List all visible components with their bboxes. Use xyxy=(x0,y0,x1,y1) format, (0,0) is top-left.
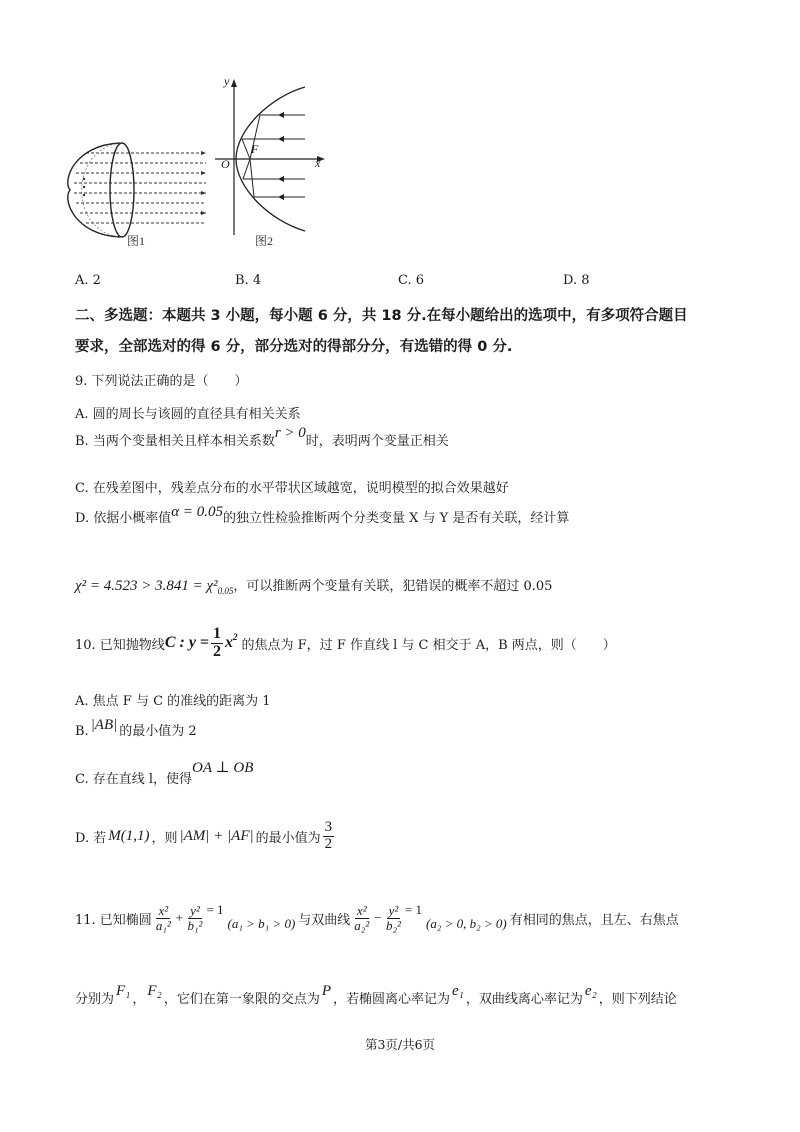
q10-option-b-math: |AB| xyxy=(90,717,118,733)
q9-option-a: A. 圆的周长与该圆的直径具有相关关系 xyxy=(75,407,301,422)
q11-line2-mid2: ，若椭圆离心率记为 xyxy=(333,992,451,1007)
q10-option-a: A. 焦点 F 与 C 的准线的距离为 1 xyxy=(75,694,271,709)
q9-option-d-line2 xyxy=(75,575,552,596)
q9-option-c: C. 在残差图中，残差点分布的水平带状区域越宽，说明模型的拟合效果越好 xyxy=(75,481,509,496)
q11-hyperbola-a: a₂² xyxy=(354,917,370,933)
q9-option-d-math: α = 0.05 xyxy=(171,504,223,520)
q11-hyperbola-y-frac xyxy=(384,904,403,932)
figure-1-paraboloid xyxy=(60,135,210,245)
q11-f2: F₂ xyxy=(147,983,162,999)
q9-option-b xyxy=(75,425,449,450)
q10-eq-den: 2 xyxy=(213,642,222,660)
q9-option-b-math: r > 0 xyxy=(274,425,306,441)
figure-2-caption: 图2 xyxy=(255,234,274,248)
q10-eq-num: 1 xyxy=(213,625,222,642)
q11-hyperbola-b: b₂² xyxy=(386,917,401,933)
q10-stem xyxy=(75,626,616,661)
fig2-origin-label: O xyxy=(221,157,230,171)
q11-ellipse-b: b₁² xyxy=(187,917,203,933)
q10-option-c xyxy=(75,760,254,788)
q11-line2-mid: ，它们在第一象限的交点为 xyxy=(163,992,320,1007)
q8-option-d: D. 8 xyxy=(563,273,590,288)
q11-hyperbola-tail: = 1 xyxy=(404,902,423,918)
q8-option-c: C. 6 xyxy=(398,273,425,288)
q9-option-b-pre: B. 当两个变量相关且样本相关系数 xyxy=(75,434,275,449)
q10-option-d-post: 的最小值为 xyxy=(255,830,321,846)
q11-ellipse-eq: $\frac{\text{x²}}{\text{a₁²}}$ + $\frac{\text{y²}}{\text{b₁²}}$ = 1 (a₁ > b₁ > 0) xyxy=(155,902,296,933)
q10-option-b xyxy=(75,717,197,740)
section-header-line2: 要求，全部选对的得 6 分，部分选对的得部分分，有选错的得 0 分. xyxy=(75,339,513,355)
q11-line2 xyxy=(75,983,677,1008)
q9-option-d-pre: D. 依据小概率值 xyxy=(75,511,172,526)
q10-option-d-den: 2 xyxy=(324,835,333,852)
fig2-x-label: x xyxy=(315,156,321,170)
q10-option-d-fraction xyxy=(323,820,335,853)
q9-chi-square-expr: χ² = 4.523 > 3.841 = χ² xyxy=(75,578,218,594)
q11-sep: ， xyxy=(132,992,146,1007)
q10-option-b-post: 的最小值为 2 xyxy=(119,724,197,739)
q10-eq-rhs: x xyxy=(225,634,234,652)
q10-option-c-math: OA ⊥ OB xyxy=(192,760,254,776)
q10-option-d-num: 3 xyxy=(324,819,333,835)
q11-ellipse-x-frac xyxy=(154,904,173,932)
q11-hyperbola-x-frac xyxy=(352,904,371,932)
q11-point-p: P xyxy=(321,983,331,999)
q9-option-b-post: 时，表明两个变量正相关 xyxy=(305,434,449,449)
q9-chi-square-sub: 0.05 xyxy=(217,586,234,596)
q11-stem-post: 有相同的焦点，且左、右焦点 xyxy=(509,912,679,928)
q10-eq-lhs: C : y = xyxy=(164,634,210,652)
q11-line2-mid3: ，双曲线离心率记为 xyxy=(465,992,583,1007)
q11-stem-pre: 11. 已知椭圆 xyxy=(75,912,152,928)
q10-option-b-pre: B. xyxy=(75,724,89,739)
q9-stem: 9. 下列说法正确的是（ ） xyxy=(75,374,248,389)
q8-option-a: A. 2 xyxy=(75,273,101,288)
figure-1-caption: 图1 xyxy=(127,234,146,248)
q10-eq-fraction xyxy=(211,626,223,661)
q10-stem-pre: 10. 已知抛物线 xyxy=(75,637,165,653)
q9-option-d-post: 的独立性检验推断两个分类变量 X 与 Y 是否有关联，经计算 xyxy=(222,511,570,526)
q9-option-d xyxy=(75,504,570,527)
q10-equation xyxy=(165,626,238,661)
q10-option-c-pre: C. 存在直线 l，使得 xyxy=(75,772,193,787)
q11-hyperbola-eq: $\frac{\text{x²}}{\text{a₂²}}$ − $\frac{\text{y²}}{\text{b₂²}}$ = 1 (a₂ > 0, b₂ > 0) xyxy=(354,902,507,933)
q11-ellipse-tail: = 1 xyxy=(206,902,224,918)
q11-ellipse-x: x² xyxy=(158,903,169,918)
q11-line2-pre: 分别为 xyxy=(75,992,115,1007)
q10-option-d-mid: ，则 xyxy=(151,830,178,846)
q11-e1: e₁ xyxy=(452,983,464,999)
q10-option-d-pre: D. 若 xyxy=(75,830,107,846)
q11-e2: e₂ xyxy=(584,983,597,999)
q11-f1: F₁ xyxy=(116,983,131,999)
q9-option-d-line2-text: ，可以推断两个变量有关联，犯错误的概率不超过 0.05 xyxy=(233,579,553,594)
q11-ellipse-y-frac xyxy=(186,904,205,932)
q9-chi-square-math xyxy=(75,578,233,594)
q10-option-d xyxy=(75,820,336,853)
q10-option-d-math-sum: |AM| + |AF| xyxy=(179,827,254,844)
q10-eq-exp: 2 xyxy=(233,632,238,643)
q8-option-b: B. 4 xyxy=(235,273,262,288)
q10-stem-post: 的焦点为 F，过 F 作直线 l 与 C 相交于 A，B 两点，则（ ） xyxy=(241,637,616,653)
q11-ellipse-a: a₁² xyxy=(155,917,171,933)
q11-line2-post: ，则下列结论 xyxy=(598,992,677,1007)
fig2-focus-label: F xyxy=(251,142,259,156)
q11-stem xyxy=(75,904,679,932)
q11-hyperbola-y: y² xyxy=(388,903,399,918)
section-header-line1: 二、多选题：本题共 3 小题，每小题 6 分，共 18 分.在每小题给出的选项中，有多项符合题目 xyxy=(75,308,688,324)
q10-option-d-math-point: M(1,1) xyxy=(108,827,150,844)
q11-ellipse-cond: (a₁ > b₁ > 0) xyxy=(227,916,296,932)
q11-hyperbola-x: x² xyxy=(356,903,367,918)
q11-hyperbola-cond: (a₂ > 0, b₂ > 0) xyxy=(426,916,507,932)
fig2-y-label: y xyxy=(224,74,230,88)
q11-stem-mid: 与双曲线 xyxy=(298,912,351,928)
page-footer: 第3页/共6页 xyxy=(364,1037,436,1052)
q11-ellipse-y: y² xyxy=(190,903,200,918)
